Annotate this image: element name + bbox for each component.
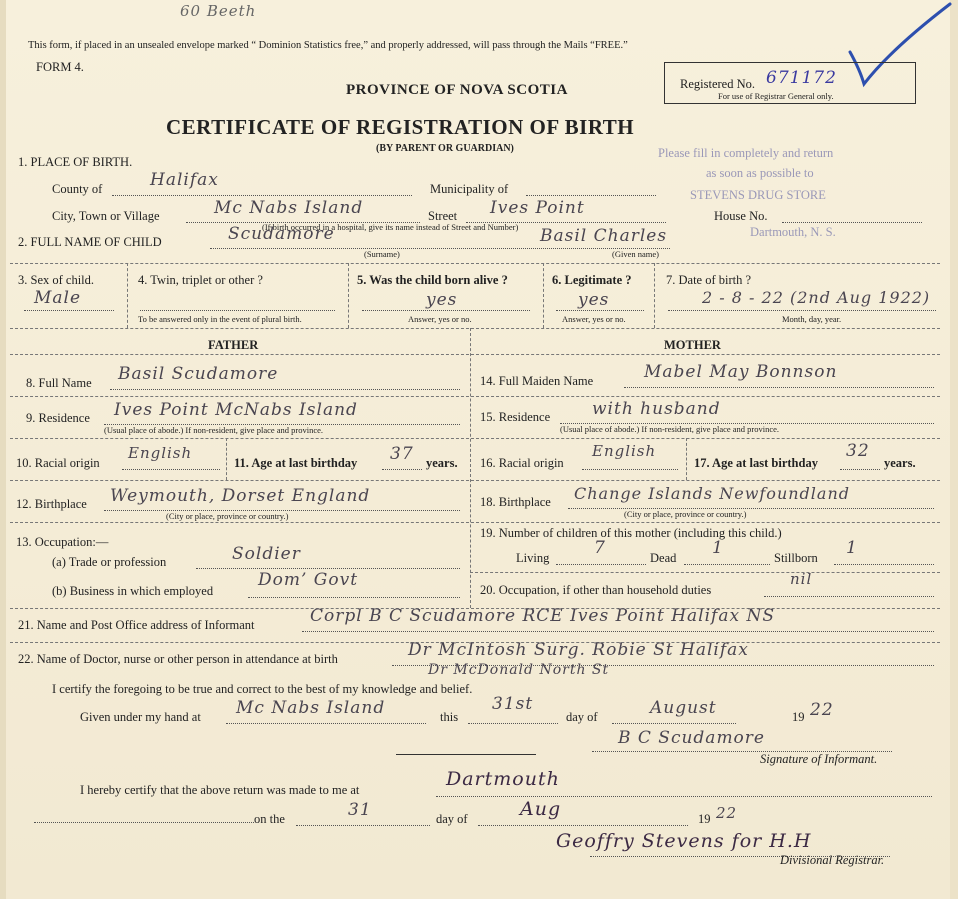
informant-value: Corpl B C Scudamore RCE Ives Point Halifax NS: [310, 606, 775, 626]
trade-value: Soldier: [232, 544, 301, 564]
father-birthplace-label: 12. Birthplace: [16, 497, 87, 511]
registrar-day-of-label: day of: [436, 812, 468, 826]
doctor-value-2: Dr McDonald North St: [428, 662, 610, 678]
mother-occupation: nil: [790, 570, 813, 588]
living-value: 7: [594, 538, 606, 558]
father-name: Basil Scudamore: [118, 364, 279, 384]
certify-day-of-label: day of: [566, 710, 598, 724]
stamp-line-3: STEVENS DRUG STORE: [690, 188, 826, 202]
father-birthplace-note: (City or place, province or country.): [166, 511, 289, 521]
city-label: City, Town or Village: [52, 209, 160, 223]
dead-label: Dead: [650, 551, 677, 565]
father-racial: English: [128, 444, 193, 462]
certify-day: 31st: [492, 694, 534, 714]
father-heading: FATHER: [208, 338, 259, 352]
hospital-note: (If birth occurred in a hospital, give its name instead of Street and Number): [262, 222, 519, 232]
registrar-place: Dartmouth: [446, 768, 560, 790]
mother-residence: with husband: [592, 399, 721, 419]
mail-notice: This form, if placed in an unsealed envelope marked “ Dominion Statistics free,” and properly addressed, will pass through the Mails “FREE.”: [28, 40, 628, 51]
mother-racial-label: 16. Racial origin: [480, 456, 564, 470]
father-residence: Ives Point McNabs Island: [114, 400, 358, 420]
twin-note: To be answered only in the event of plural birth.: [138, 314, 302, 324]
registrar-year-prefix: 19: [698, 812, 711, 826]
stillborn-label: Stillborn: [774, 551, 818, 565]
children-count-label: 19. Number of children of this mother (including this child.): [480, 526, 782, 540]
child-given-name: Basil Charles: [540, 226, 668, 246]
surname-label: (Surname): [364, 249, 400, 259]
father-age-label: 11. Age at last birthday: [234, 456, 358, 470]
dob-value: 2 - 8 - 22 (2nd Aug 1922): [702, 288, 931, 307]
child-surname: Scudamore: [228, 224, 335, 244]
alive-label: 5. Was the child born alive ?: [357, 273, 508, 287]
stillborn-value: 1: [846, 538, 858, 558]
registrar-text: I hereby certify that the above return was made to me at: [80, 783, 360, 797]
dead-value: 1: [712, 538, 724, 558]
informant-label: 21. Name and Post Office address of Informant: [18, 618, 255, 632]
registrar-day: 31: [348, 800, 372, 820]
place-of-birth-label: 1. PLACE OF BIRTH.: [18, 155, 133, 169]
sex-value: Male: [34, 288, 82, 308]
certify-text: I certify the foregoing to be true and correct to the best of my knowledge and belief.: [52, 682, 473, 696]
sex-label: 3. Sex of child.: [18, 273, 95, 287]
mother-occupation-label: 20. Occupation, if other than household duties: [480, 583, 712, 597]
mother-name: Mabel May Bonnson: [644, 362, 838, 382]
mother-residence-note: (Usual place of abode.) If non-resident, give place and province.: [560, 424, 780, 434]
father-birthplace: Weymouth, Dorset England: [110, 486, 371, 506]
stamp-line-2: as soon as possible to: [706, 166, 814, 180]
municipality-label: Municipality of: [430, 182, 509, 196]
twin-label: 4. Twin, triplet or other ?: [138, 273, 263, 287]
registrar-on-label: on the: [254, 812, 285, 826]
father-racial-label: 10. Racial origin: [16, 456, 100, 470]
paper-edge-right: [950, 0, 958, 899]
mother-racial: English: [592, 442, 657, 460]
living-label: Living: [516, 551, 550, 565]
legitimate-label: 6. Legitimate ?: [552, 273, 632, 287]
doctor-label: 22. Name of Doctor, nurse or other person in attendance at birth: [18, 652, 338, 666]
county-label: County of: [52, 182, 103, 196]
certify-year-prefix: 19: [792, 710, 805, 724]
county-value: Halifax: [150, 170, 219, 190]
registered-number: 671172: [766, 68, 837, 88]
given-name-label: (Given name): [612, 249, 659, 259]
child-name-label: 2. FULL NAME OF CHILD: [18, 235, 162, 249]
mother-residence-label: 15. Residence: [480, 410, 551, 424]
paper-edge-left: [0, 0, 6, 899]
father-age: 37: [390, 444, 414, 464]
registered-note: For use of Registrar General only.: [718, 91, 834, 101]
street-label: Street: [428, 209, 458, 223]
dob-note: Month, day, year.: [782, 314, 842, 324]
page-subtitle: (BY PARENT OR GUARDIAN): [376, 143, 514, 154]
this-label: this: [440, 710, 459, 724]
father-residence-note: (Usual place of abode.) If non-resident, give place and province.: [104, 425, 324, 435]
registrar-year: 22: [716, 804, 738, 822]
registered-label: Registered No.: [680, 77, 755, 91]
mother-heading: MOTHER: [664, 338, 721, 352]
informant-signature-label: Signature of Informant.: [760, 752, 878, 766]
mother-age: 32: [846, 441, 870, 461]
legitimate-value: yes: [578, 290, 610, 310]
doctor-value: Dr McIntosh Surg. Robie St Halifax: [408, 640, 749, 660]
occupation-label: 13. Occupation:—: [16, 535, 109, 549]
legitimate-note: Answer, yes or no.: [562, 314, 626, 324]
certify-year: 22: [810, 700, 834, 720]
mother-years: years.: [884, 456, 916, 470]
street-value: Ives Point: [490, 198, 585, 218]
father-residence-label: 9. Residence: [26, 411, 90, 425]
form-number: FORM 4.: [36, 60, 84, 74]
trade-label: (a) Trade or profession: [52, 555, 167, 569]
registrar-signature-label: Divisional Registrar.: [780, 853, 885, 867]
registrar-month: Aug: [520, 798, 562, 820]
mother-birthplace: Change Islands Newfoundland: [574, 484, 850, 503]
mother-age-label: 17. Age at last birthday: [694, 456, 818, 470]
city-value: Mc Nabs Island: [214, 198, 364, 218]
stamp-line-4: Dartmouth, N. S.: [750, 225, 836, 239]
alive-note: Answer, yes or no.: [408, 314, 472, 324]
father-years: years.: [426, 456, 458, 470]
business-label: (b) Business in which employed: [52, 584, 214, 598]
dob-label: 7. Date of birth ?: [666, 273, 752, 287]
pencil-note: 60 Beeth: [180, 2, 257, 20]
mother-name-label: 14. Full Maiden Name: [480, 374, 594, 388]
stamp-line-1: Please fill in completely and return: [658, 146, 834, 160]
informant-signature: B C Scudamore: [618, 728, 765, 748]
mother-birthplace-label: 18. Birthplace: [480, 495, 551, 509]
mother-birthplace-note: (City or place, province or country.): [624, 509, 747, 519]
certify-month: August: [650, 698, 717, 718]
father-name-label: 8. Full Name: [26, 376, 92, 390]
province-heading: PROVINCE OF NOVA SCOTIA: [346, 82, 568, 98]
business-value: Dom’ Govt: [258, 570, 359, 590]
page-title: CERTIFICATE OF REGISTRATION OF BIRTH: [166, 115, 635, 139]
alive-value: yes: [426, 290, 458, 310]
given-place: Mc Nabs Island: [236, 698, 386, 718]
given-label: Given under my hand at: [80, 710, 201, 724]
house-label: House No.: [714, 209, 768, 223]
registrar-signature: Geoffry Stevens for H.H: [556, 830, 812, 852]
